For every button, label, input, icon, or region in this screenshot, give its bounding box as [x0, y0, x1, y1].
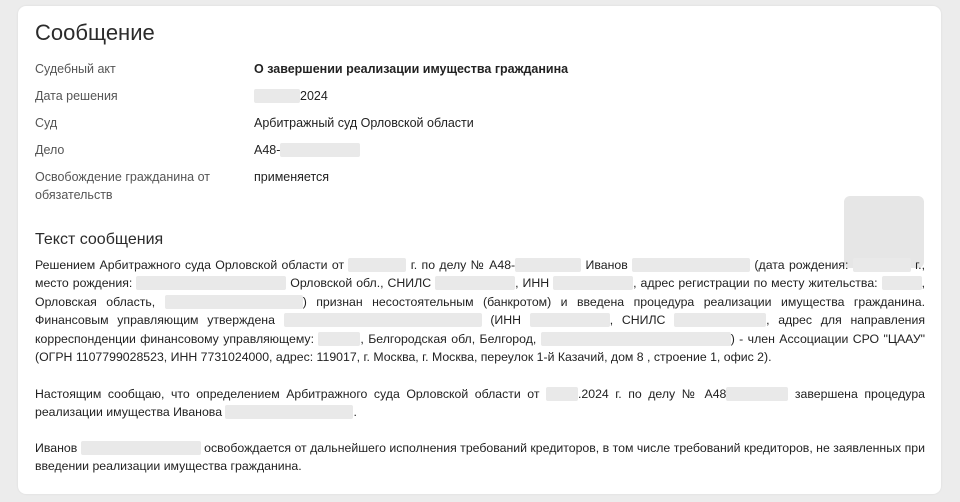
- text-run: г., место рождения:: [35, 258, 925, 291]
- redacted-block: [225, 405, 353, 419]
- field-value: Арбитражный суд Орловской области: [254, 116, 474, 130]
- redacted-block: [81, 441, 201, 455]
- text-run: Иванов: [35, 441, 81, 455]
- redacted-block: [254, 89, 300, 103]
- text-run: (ИНН: [481, 313, 530, 328]
- text-run: Иванов: [581, 258, 633, 272]
- redacted-block: [530, 313, 610, 327]
- redacted-block: [280, 143, 360, 157]
- text-run: Решением Арбитражного суда Орловской области от: [35, 258, 349, 272]
- message-card: [18, 6, 941, 494]
- field-value: О завершении реализации имущества гражданина: [254, 62, 569, 76]
- redacted-block: [435, 276, 515, 290]
- field-label: Освобождение гражданина от обязательств: [35, 170, 210, 202]
- redacted-block: [632, 258, 750, 272]
- redacted-block: [674, 313, 766, 327]
- text-run: завершена процедура реализации имущества Иванова: [35, 387, 925, 420]
- redacted-block: [136, 276, 286, 290]
- redacted-block: [515, 258, 581, 272]
- text-run: Настоящим сообщаю, что определением Арбитражного суда Орловской области от: [35, 387, 546, 401]
- text-run: , ИНН: [515, 276, 554, 291]
- text-run: , адрес регистрации по месту жительства:: [633, 276, 882, 291]
- field-value: А48-: [254, 143, 281, 157]
- message-heading: Текст сообщения: [35, 231, 164, 248]
- message-paragraph-1: [35, 256, 925, 366]
- field-value: применяется: [254, 170, 330, 184]
- text-run: (дата рождения:: [750, 258, 853, 272]
- field-label: Суд: [35, 116, 58, 130]
- text-run: , Белгородская обл, Белгород,: [360, 331, 541, 346]
- redacted-block: [882, 276, 922, 290]
- message-paragraph-2: [35, 385, 925, 422]
- text-run: , СНИЛС: [609, 313, 675, 328]
- redacted-block: [541, 332, 731, 346]
- text-run: ) - член Ассоциации СРО "ЦААУ" (ОГРН 1107799028523, ИНН 7731024000, адрес: 119017, г. Москва, г. Москва, переулок 1-й Казачий, дом 8 , строение 1, офис 2).: [35, 331, 925, 365]
- redacted-block: [284, 313, 482, 327]
- field-value-wrap: [254, 87, 328, 105]
- redacted-block: [165, 295, 303, 309]
- redacted-block: [726, 387, 788, 401]
- field-label: Дата решения: [35, 89, 118, 103]
- field-label: Судебный акт: [35, 62, 116, 76]
- text-run: .2024 г. по делу № А48: [578, 387, 727, 401]
- redacted-block: [553, 276, 633, 290]
- redacted-block: [853, 258, 911, 272]
- text-run: , адрес для направления корреспонденции финансовому управляющему:: [35, 313, 925, 346]
- message-paragraph-3: [35, 439, 925, 476]
- field-label: Дело: [35, 143, 65, 157]
- text-run: ) признан несостоятельным (банкротом) и введена процедура реализации имущества гражданина. Финансовым управляющим утверждена: [35, 294, 925, 328]
- redacted-block: [348, 258, 406, 272]
- text-run: .: [353, 405, 357, 420]
- text-run: Орловской обл., СНИЛС: [286, 276, 436, 291]
- text-run: , Орловская область,: [35, 276, 925, 309]
- redacted-block: [546, 387, 578, 401]
- redacted-block: [318, 332, 360, 346]
- text-run: г. по делу № А48-: [406, 258, 516, 272]
- text-run: освобождается от дальнейшего исполнения требований кредиторов, в том числе требований кредиторов, не заявленных при введении реализации имущества гражданина.: [35, 441, 925, 474]
- field-value-wrap: [254, 141, 360, 159]
- page-title: Сообщение: [35, 20, 155, 45]
- field-value: 2024: [300, 89, 328, 103]
